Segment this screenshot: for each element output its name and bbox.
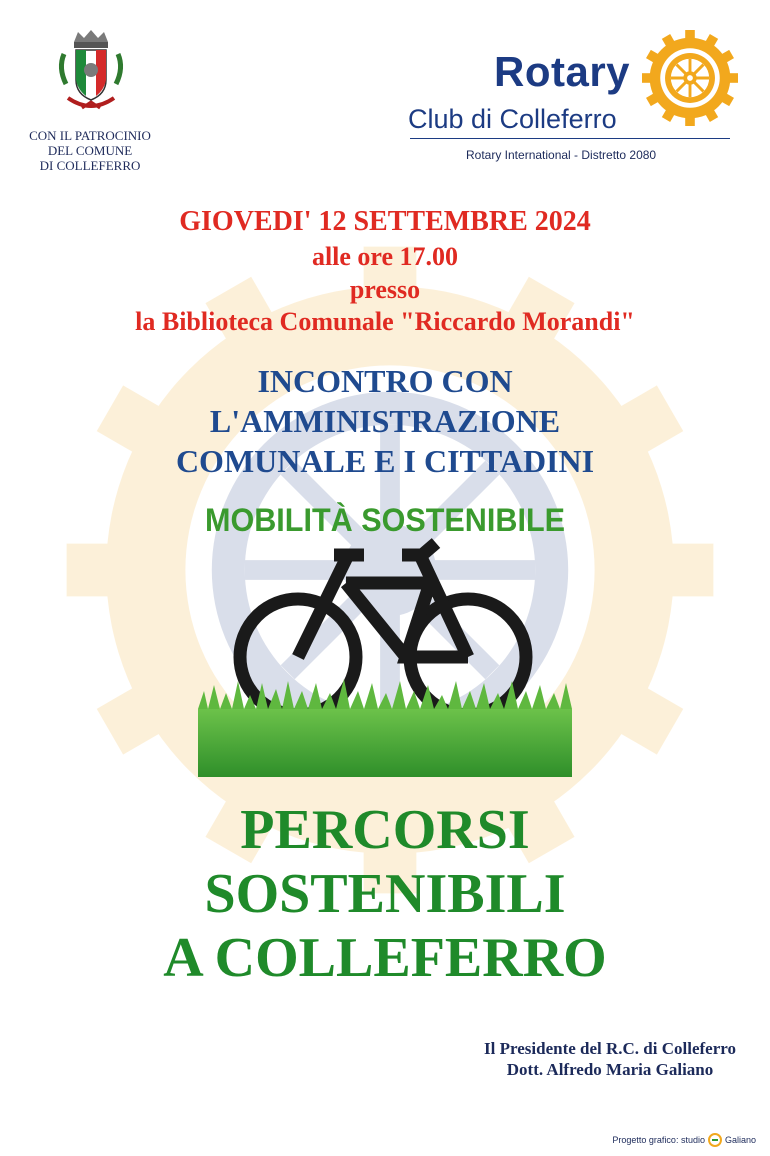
headline-line-1: PERCORSI (240, 799, 530, 861)
mobility-label: MOBILITÀ SOSTENIBILE (205, 502, 565, 538)
credit-prefix: Progetto grafico: studio (612, 1135, 705, 1145)
club-divider (410, 138, 730, 139)
meeting-line-1: INCONTRO CON (257, 363, 513, 399)
meeting-line-2: L'AMMINISTRAZIONE (209, 403, 561, 439)
club-name: Club di Colleferro (408, 104, 617, 134)
headline-line-3: A COLLEFERRO (163, 927, 607, 989)
colleferro-crest-icon (52, 28, 130, 120)
meeting-line-3: COMUNALE E I CITTADINI (175, 443, 595, 479)
district-text: Rotary International - Distretto 2080 (466, 148, 657, 162)
studio-logo-icon (708, 1133, 722, 1147)
patronage-line-2: DEL COMUNE (47, 143, 133, 158)
patronage-line-3: DI COLLEFERRO (39, 158, 141, 173)
event-date: GIOVEDI' 12 SETTEMBRE 2024 (179, 206, 591, 237)
mobility-graphic (198, 495, 572, 777)
credit-name: Galiano (724, 1135, 756, 1145)
signature-line-2: Dott. Alfredo Maria Galiano (506, 1060, 714, 1079)
patronage-text (20, 128, 160, 173)
rotary-wordmark: Rotary (494, 48, 631, 95)
event-presso: presso (349, 275, 421, 304)
patronage-line-1: CON IL PATROCINIO (29, 128, 151, 143)
event-time: alle ore 17.00 (311, 242, 459, 271)
headline-line-2: SOSTENIBILI (204, 863, 566, 925)
rotary-wheel-icon (642, 30, 738, 126)
design-credit (612, 1133, 756, 1147)
signature-line-1: Il Presidente del R.C. di Colleferro (484, 1039, 736, 1058)
event-venue: la Biblioteca Comunale "Riccardo Morandi" (135, 307, 635, 336)
president-signature (484, 1038, 736, 1080)
